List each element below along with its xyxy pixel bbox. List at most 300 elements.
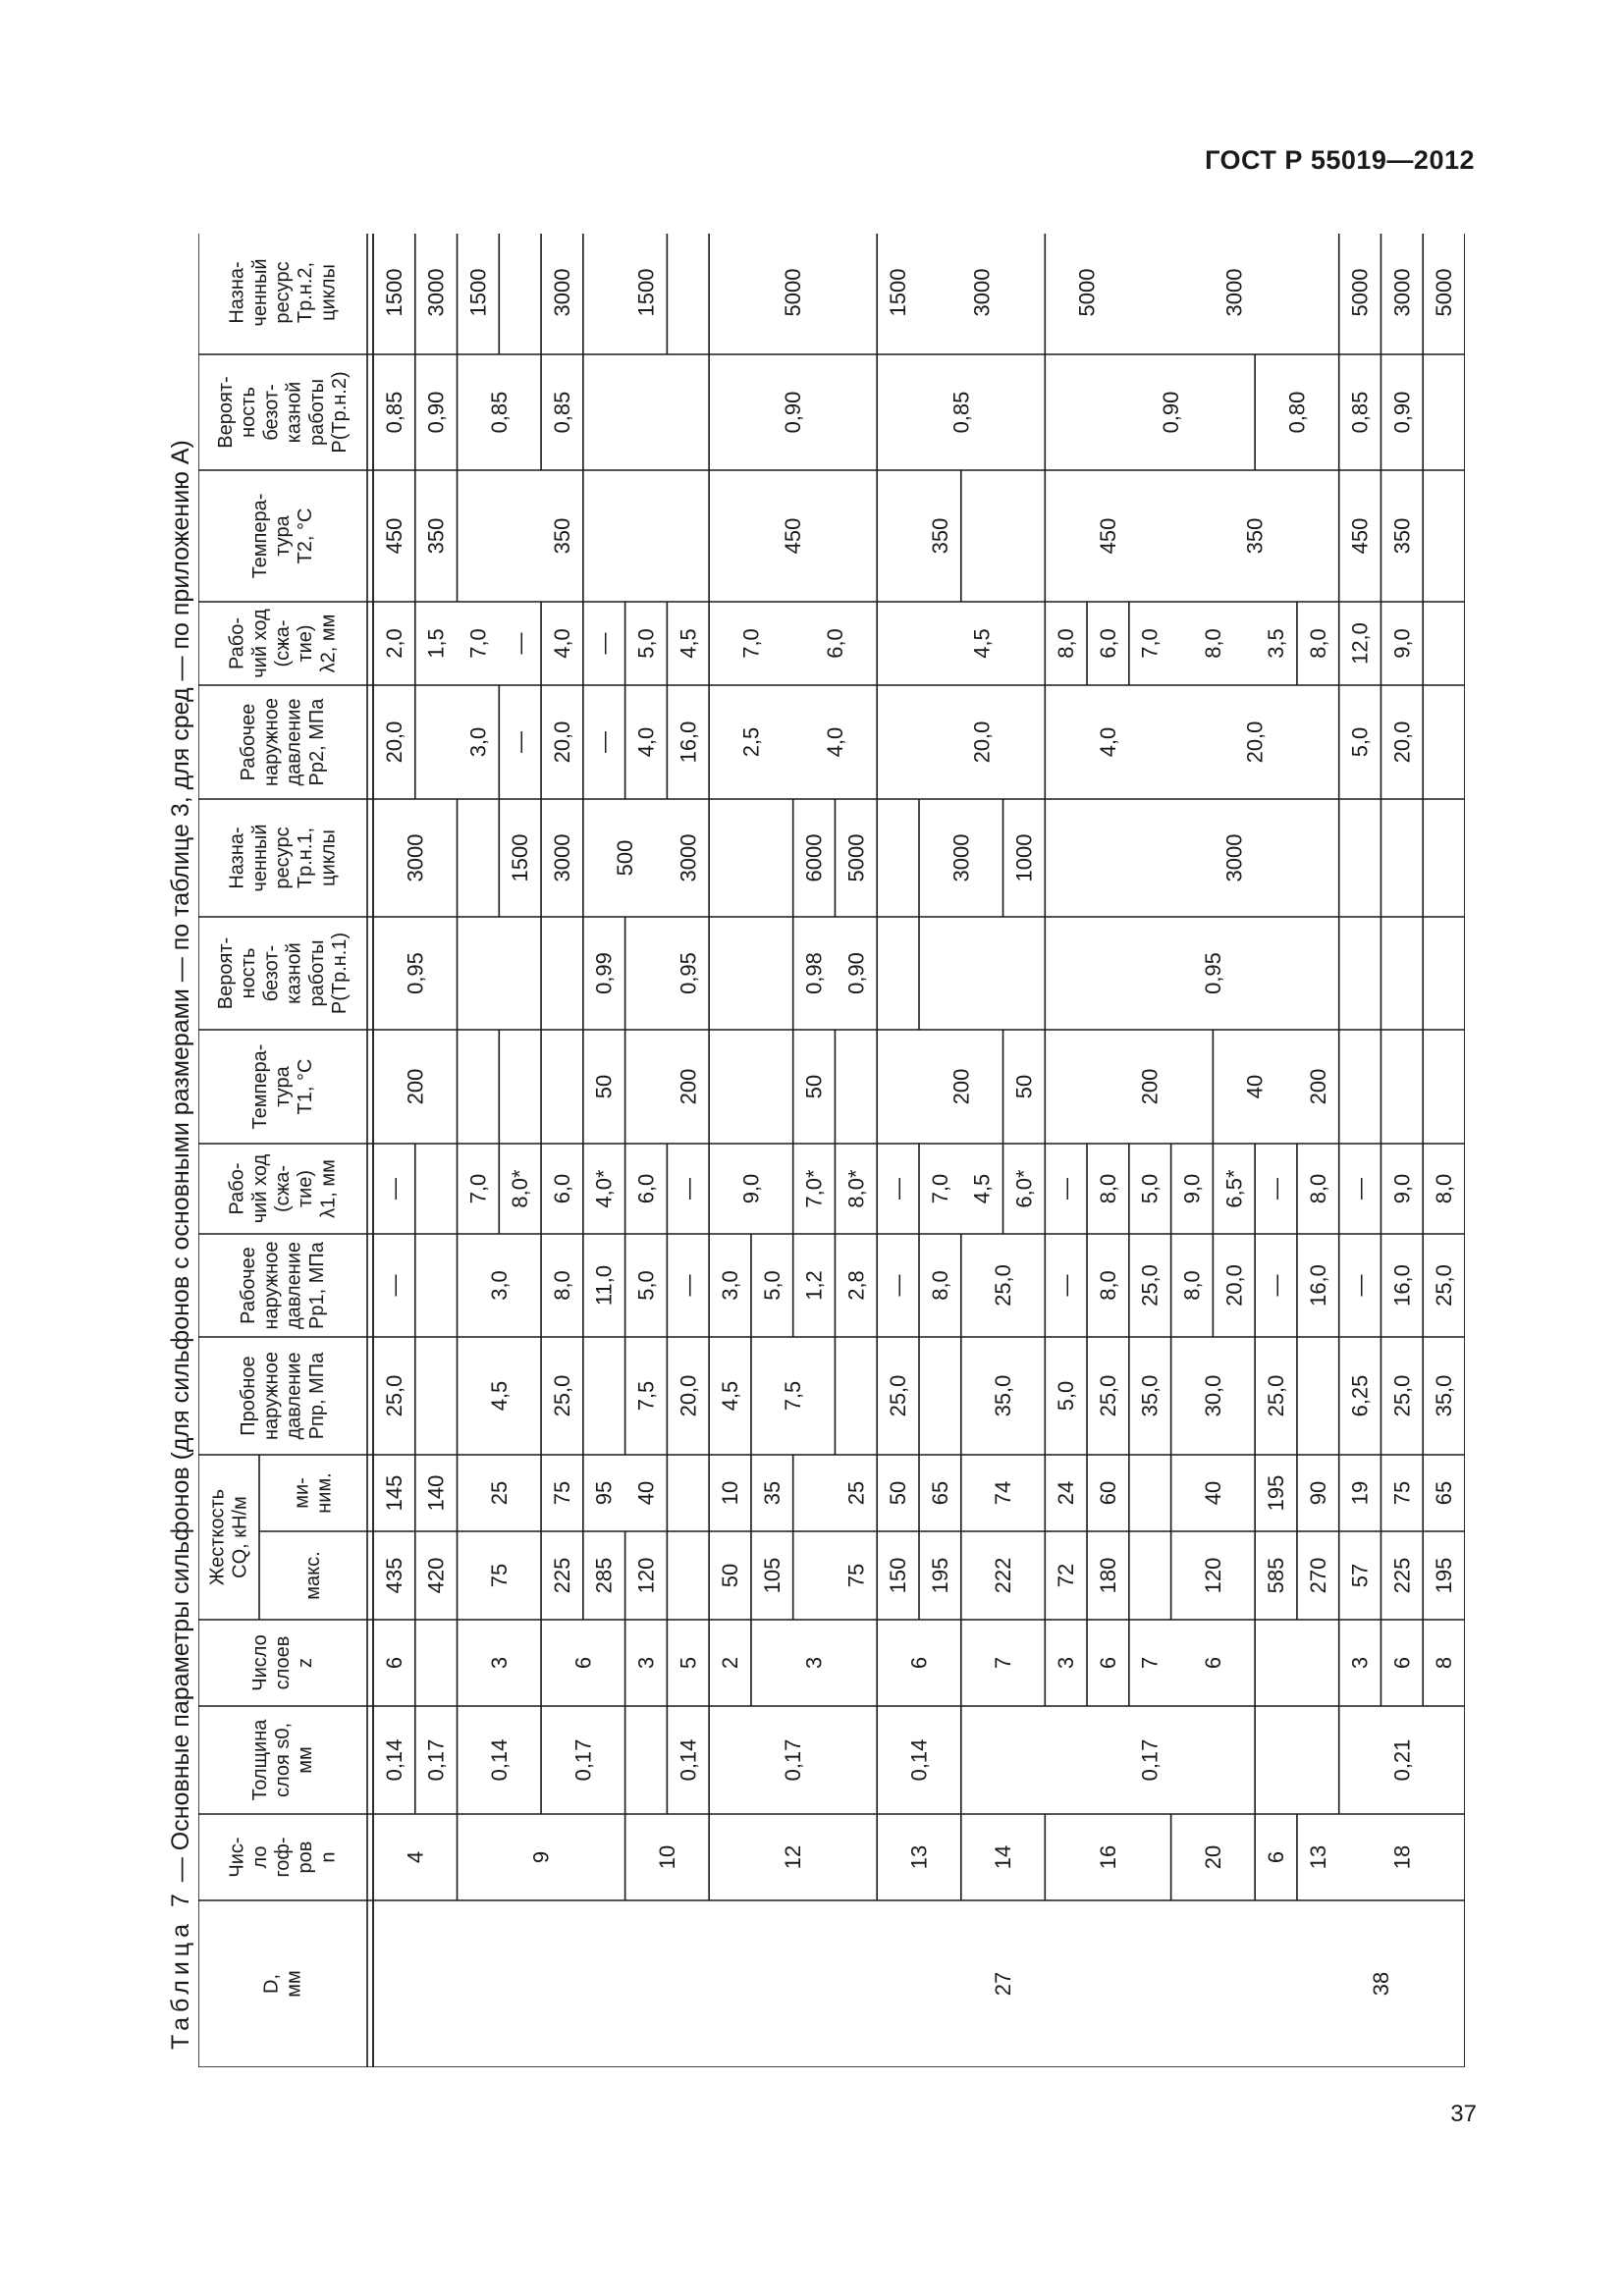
table-cell-l2: 8,0 — [1200, 628, 1225, 659]
table-cell-t2: 350 — [927, 517, 952, 555]
table-cell-p1: 0,90 — [843, 952, 869, 994]
table-cell-pp1: 1,2 — [801, 1270, 827, 1301]
table-cell-p2: 0,90 — [1389, 391, 1415, 434]
table-cell-l1: 8,0* — [843, 1169, 869, 1208]
table-cell-cq-max: 285 — [591, 1557, 617, 1594]
table-cell-z: 3 — [1054, 1656, 1079, 1670]
table-cell-cq-max: 195 — [1432, 1557, 1457, 1594]
header-p1: P(Tр.н.1) — [329, 932, 351, 1015]
table-cell-pp1: 3,0 — [718, 1270, 743, 1301]
table-cell-z: 8 — [1432, 1656, 1457, 1670]
header-n: ров — [295, 1841, 317, 1874]
header-t1: T1, °C — [295, 1058, 317, 1115]
table-cell-s: 0,17 — [423, 1738, 449, 1782]
table-cell-cq-min: 195 — [1264, 1474, 1289, 1512]
table-cell-p1: 0,95 — [1200, 952, 1225, 994]
table-cell-l2: — — [508, 632, 533, 655]
table-cell-t2: 350 — [549, 517, 574, 555]
table-cell-t2: 350 — [1389, 517, 1415, 555]
table-cell-tr2: 1500 — [886, 268, 911, 317]
table-cell-l1: 7,0* — [801, 1169, 827, 1208]
table-cell-p2: 0,85 — [486, 391, 512, 434]
header-t2: T2, °C — [295, 507, 317, 564]
header-s: мм — [295, 1746, 317, 1774]
table-cell-l1: 8,0 — [1095, 1173, 1120, 1204]
table-cell-tr1: 3000 — [403, 833, 428, 882]
table-cell-tr2: 1500 — [465, 268, 491, 317]
table-cell-l1: 8,0 — [1305, 1173, 1330, 1204]
table-cell-l2: — — [591, 632, 617, 655]
header-n: Чис- — [226, 1837, 248, 1878]
header-p2: P(Tр.н.2) — [329, 371, 351, 454]
table-cell-ppr: 25,0 — [1095, 1374, 1120, 1417]
table-cell-l1: 9,0 — [1179, 1173, 1205, 1204]
table-cell-cq-max: 75 — [486, 1563, 512, 1588]
table-cell-pp2: 4,0 — [822, 726, 847, 758]
table-cell-l1: 6,0 — [549, 1173, 574, 1204]
table-frame — [198, 234, 1465, 2067]
table-cell-pp2: 4,0 — [1095, 726, 1120, 758]
table-cell-p2: 0,90 — [781, 391, 806, 434]
table-cell-ppr: 35,0 — [991, 1374, 1016, 1417]
table-cell-l1: 7,0 — [927, 1173, 952, 1204]
table-cell-p1: 0,95 — [403, 952, 428, 994]
page-number: 37 — [1450, 2101, 1477, 2127]
header-pp1: Рабочее — [238, 1247, 260, 1324]
table-cell-tr1: 6000 — [801, 833, 827, 882]
table-cell-pp2: 20,0 — [1389, 721, 1415, 764]
header-pp2: наружное — [260, 698, 283, 786]
table-cell-z: 3 — [801, 1656, 827, 1670]
table-cell-z: 6 — [1095, 1656, 1120, 1670]
table-cell-tr2: 5000 — [1074, 268, 1100, 317]
table-cell-p1: 0,95 — [676, 952, 701, 994]
table-cell-D: 38 — [1368, 1971, 1393, 1997]
table-cell-s: 0,14 — [486, 1738, 512, 1782]
table-cell-cq-max: 180 — [1095, 1557, 1120, 1594]
table-cell-tr2: 3000 — [423, 268, 449, 317]
rotated-table-container — [198, 234, 1465, 2067]
table-cell-l2: 7,0 — [1137, 628, 1163, 659]
table-cell-ppr: 35,0 — [1137, 1374, 1163, 1417]
table-cell-l2: 8,0 — [1305, 628, 1330, 659]
table-grid — [198, 234, 1465, 2067]
header-tr2: циклы — [317, 264, 340, 321]
table-cell-t1: 200 — [403, 1068, 428, 1105]
table-cell-cq-min: 25 — [486, 1480, 512, 1506]
table-cell-n: 16 — [1095, 1844, 1120, 1870]
header-cq-min: ми- — [291, 1477, 313, 1509]
header-l1: тие) — [295, 1169, 317, 1208]
table-cell-l2: 6,0 — [1095, 628, 1120, 659]
table-cell-z: 2 — [718, 1656, 743, 1670]
header-tr2: Tр.н.2, — [295, 261, 317, 324]
header-l1: Рабо- — [226, 1162, 248, 1215]
table-cell-ppr: 25,0 — [549, 1374, 574, 1417]
table-cell-s: 0,14 — [906, 1738, 932, 1782]
table-cell-l1: 4,5 — [969, 1173, 995, 1204]
table-cell-n: 20 — [1200, 1844, 1225, 1870]
table-cell-pp1: 20,0 — [1221, 1264, 1247, 1307]
table-cell-l2: 4,5 — [676, 628, 701, 659]
table-caption-text: — Основные параметры сильфонов (для сильфонов с основными размерами — по таблице 3, для сред — по приложению А) — [167, 440, 194, 1890]
header-pp2: Pр2, МПа — [305, 698, 328, 786]
table-cell-pp1: — — [1054, 1274, 1079, 1297]
table-cell-pp2: 5,0 — [1347, 726, 1373, 758]
table-cell-z: 3 — [1347, 1656, 1373, 1670]
table-cell-z: 6 — [381, 1656, 406, 1670]
table-cell-cq-max: 72 — [1054, 1563, 1079, 1588]
table-cell-l1: — — [381, 1178, 406, 1200]
table-cell-t2: 350 — [1242, 517, 1268, 555]
table-cell-ppr: 7,5 — [633, 1380, 659, 1412]
table-cell-tr2: 1500 — [633, 268, 659, 317]
table-cell-l2: 6,0 — [822, 628, 847, 659]
table-cell-s: 0,17 — [781, 1738, 806, 1782]
table-cell-t1: 50 — [1011, 1074, 1037, 1099]
table-cell-pp2: 20,0 — [969, 721, 995, 764]
header-z: Число — [248, 1634, 271, 1691]
header-z: z — [295, 1658, 317, 1668]
table-cell-z: 6 — [1200, 1656, 1225, 1670]
header-ppr: наружное — [260, 1352, 283, 1440]
header-l1: λ1, мм — [317, 1159, 340, 1218]
header-l2: Рабо- — [226, 616, 248, 670]
header-tr2: ресурс — [272, 261, 294, 324]
table-cell-n: 6 — [1264, 1850, 1289, 1864]
table-cell-pp1: 25,0 — [991, 1264, 1016, 1307]
table-cell-cq-min: 25 — [843, 1480, 869, 1506]
table-cell-l1: — — [1347, 1178, 1373, 1200]
table-cell-t2: 450 — [781, 517, 806, 555]
table-cell-tr2: 5000 — [781, 268, 806, 317]
table-cell-pp1: 5,0 — [759, 1270, 785, 1301]
table-cell-ppr: 20,0 — [676, 1374, 701, 1417]
table-cell-ppr: 6,25 — [1347, 1374, 1373, 1417]
table-cell-l2: 1,5 — [423, 628, 449, 659]
table-cell-tr2: 3000 — [549, 268, 574, 317]
table-cell-pp1: 5,0 — [633, 1270, 659, 1301]
table-cell-cq-min: 145 — [381, 1474, 406, 1512]
table-cell-cq-max: 195 — [927, 1557, 952, 1594]
header-tr1: циклы — [317, 829, 340, 886]
header-p1: безот- — [260, 944, 283, 1002]
header-l2: (сжа- — [272, 619, 294, 667]
table-cell-pp1: — — [1264, 1274, 1289, 1297]
table-cell-n: 13 — [906, 1844, 932, 1870]
header-cq: Жесткость — [206, 1488, 229, 1586]
table-cell-z: 5 — [676, 1656, 701, 1670]
table-cell-cq-min: 65 — [927, 1480, 952, 1506]
table-cell-t1: 200 — [1305, 1068, 1330, 1105]
header-l2: λ2, мм — [317, 614, 340, 673]
table-cell-tr1: 3000 — [948, 833, 974, 882]
table-cell-l1: 9,0 — [738, 1173, 764, 1204]
table-cell-pp1: 16,0 — [1305, 1264, 1330, 1307]
header-pp1: давление — [283, 1241, 305, 1330]
table-cell-pp1: — — [886, 1274, 911, 1297]
table-cell-tr2: 3000 — [969, 268, 995, 317]
table-cell-t1: 200 — [676, 1068, 701, 1105]
table-cell-pp1: 16,0 — [1389, 1264, 1415, 1307]
table-cell-cq-min: 50 — [886, 1480, 911, 1506]
header-l1: (сжа- — [272, 1164, 294, 1213]
table-cell-s: 0,14 — [381, 1738, 406, 1782]
table-cell-n: 9 — [528, 1850, 554, 1864]
table-cell-cq-min: 10 — [718, 1480, 743, 1506]
header-cq-min: ним. — [313, 1472, 336, 1514]
header-t1: тура — [272, 1066, 294, 1107]
table-cell-tr2: 5000 — [1432, 268, 1457, 317]
table-cell-cq-min: 35 — [759, 1480, 785, 1506]
table-cell-cq-max: 120 — [1200, 1557, 1225, 1594]
header-p2: ность — [238, 387, 260, 438]
header-ppr: Пробное — [238, 1356, 260, 1436]
table-cell-cq-min: 40 — [1200, 1480, 1225, 1506]
header-n: n — [317, 1851, 340, 1863]
table-cell-t1: 50 — [591, 1074, 617, 1099]
table-cell-cq-min: 60 — [1095, 1480, 1120, 1506]
document-code: ГОСТ Р 55019—2012 — [1205, 145, 1475, 175]
header-l2: тие) — [295, 624, 317, 663]
table-cell-l1: — — [1054, 1178, 1079, 1200]
table-cell-p2: 0,90 — [1159, 391, 1184, 434]
table-cell-s: 0,17 — [570, 1738, 596, 1782]
table-cell-ppr: 5,0 — [1054, 1380, 1079, 1412]
table-cell-tr2: 3000 — [1389, 268, 1415, 317]
table-cell-cq-min: 65 — [1432, 1480, 1457, 1506]
table-cell-l1: 6,0* — [1011, 1169, 1037, 1208]
table-cell-tr1: 5000 — [843, 833, 869, 882]
table-cell-l2: 3,5 — [1264, 628, 1289, 659]
table-cell-pp1: 2,8 — [843, 1270, 869, 1301]
table-cell-z: 3 — [633, 1656, 659, 1670]
table-cell-l2: 5,0 — [633, 628, 659, 659]
header-cq-max: макс. — [302, 1551, 324, 1600]
table-cell-tr1: 1500 — [508, 833, 533, 882]
table-cell-ppr: 4,5 — [486, 1380, 512, 1412]
table-cell-pp1: — — [381, 1274, 406, 1297]
table-cell-p1: 0,99 — [591, 952, 617, 994]
table-cell-cq-max: 225 — [549, 1557, 574, 1594]
table-cell-t1: 40 — [1242, 1074, 1268, 1099]
header-p1: работы — [305, 939, 328, 1007]
header-p2: безот- — [260, 384, 283, 441]
table-cell-cq-max: 50 — [718, 1563, 743, 1588]
table-cell-p2: 0,90 — [423, 391, 449, 434]
header-p1: казной — [283, 942, 305, 1004]
table-cell-tr2: 3000 — [1221, 268, 1247, 317]
table-cell-t2: 450 — [1347, 517, 1373, 555]
header-n: гоф- — [272, 1837, 294, 1878]
table-header — [206, 258, 351, 1997]
header-pp1: Pр1, МПа — [305, 1242, 328, 1329]
table-cell-n: 13 — [1305, 1844, 1330, 1870]
header-tr2: Назна- — [226, 261, 248, 324]
table-cell-pp2: — — [591, 731, 617, 753]
table-cell-pp1: 25,0 — [1137, 1264, 1163, 1307]
header-l2: чий ход — [248, 609, 271, 678]
table-cell-t1: 200 — [948, 1068, 974, 1105]
table-cell-l1: — — [886, 1178, 911, 1200]
table-cell-cq-max: 435 — [381, 1557, 406, 1594]
header-p2: Вероят- — [215, 376, 237, 449]
header-l1: чий ход — [248, 1153, 271, 1224]
table-cell-cq-min: 74 — [991, 1480, 1016, 1506]
table-cell-n: 12 — [781, 1844, 806, 1870]
header-t2: тура — [272, 515, 294, 557]
table-cell-ppr: 25,0 — [886, 1374, 911, 1417]
table-cell-cq-max: 270 — [1305, 1557, 1330, 1594]
table-cell-p2: 0,85 — [1347, 391, 1373, 434]
table-cell-l2: 8,0 — [1054, 628, 1079, 659]
table-cell-tr1: 3000 — [676, 833, 701, 882]
header-p2: работы — [305, 379, 328, 446]
table-cell-cq-min: 140 — [423, 1474, 449, 1512]
table-cell-z: 6 — [1389, 1656, 1415, 1670]
table-cell-cq-max: 105 — [759, 1557, 785, 1594]
table-cell-p1: 0,98 — [801, 952, 827, 994]
table-cell-z: 6 — [906, 1656, 932, 1670]
table-cell-cq-max: 420 — [423, 1557, 449, 1594]
table-cell-cq-min: 95 — [591, 1480, 617, 1506]
table-cell-cq-max: 222 — [991, 1557, 1016, 1594]
table-cell-cq-max: 57 — [1347, 1563, 1373, 1588]
table-cell-t1: 50 — [801, 1074, 827, 1099]
table-cell-l1: — — [676, 1178, 701, 1200]
table-cell-cq-min: 90 — [1305, 1480, 1330, 1506]
table-cell-s: 0,17 — [1137, 1738, 1163, 1782]
table-cell-l1: — — [1264, 1178, 1289, 1200]
table-cell-l1: 7,0 — [465, 1173, 491, 1204]
table-cell-cq-min: 40 — [633, 1480, 659, 1506]
header-D: мм — [283, 1970, 305, 1998]
table-cell-ppr: 25,0 — [381, 1374, 406, 1417]
table-cell-z: 7 — [1137, 1656, 1163, 1670]
header-tr1: ченный — [248, 824, 271, 892]
header-cq: CQ, кН/м — [229, 1496, 251, 1578]
table-cell-D: 27 — [991, 1971, 1016, 1997]
table-cell-p2: 0,85 — [381, 391, 406, 434]
table-cell-pp2: — — [508, 731, 533, 753]
header-tr1: Tр.н.1, — [295, 827, 317, 889]
table-cell-tr2: 1500 — [381, 268, 406, 317]
table-body — [382, 269, 1456, 1997]
header-D: D, — [260, 1974, 283, 1994]
table-cell-pp2: 20,0 — [381, 721, 406, 764]
table-cell-l1: 8,0 — [1432, 1173, 1457, 1204]
table-cell-cq-max: 120 — [633, 1557, 659, 1594]
table-cell-l2: 9,0 — [1389, 628, 1415, 659]
table-cell-z: 6 — [570, 1656, 596, 1670]
table-cell-n: 14 — [991, 1844, 1016, 1870]
table-cell-pp2: 16,0 — [676, 721, 701, 764]
table-cell-pp2: 20,0 — [1242, 721, 1268, 764]
table-cell-l1: 8,0* — [508, 1169, 533, 1208]
table-cell-tr1: 500 — [613, 839, 638, 877]
table-cell-cq-max: 75 — [843, 1563, 869, 1588]
table-cell-cq-min: 75 — [1389, 1480, 1415, 1506]
table-cell-l1: 9,0 — [1389, 1173, 1415, 1204]
table-cell-l1: 6,0 — [633, 1173, 659, 1204]
table-cell-cq-max: 225 — [1389, 1557, 1415, 1594]
header-pp2: Рабочее — [238, 703, 260, 781]
table-cell-pp2: 4,0 — [633, 726, 659, 758]
table-cell-cq-min: 24 — [1054, 1480, 1079, 1506]
table-cell-tr1: 3000 — [1221, 833, 1247, 882]
table-caption — [161, 440, 200, 2050]
table-cell-pp2: 3,0 — [465, 726, 491, 758]
table-cell-pp1: 8,0 — [1179, 1270, 1205, 1301]
header-s: Толщина — [248, 1719, 271, 1801]
table-cell-ppr: 30,0 — [1200, 1374, 1225, 1417]
table-cell-pp1: — — [676, 1274, 701, 1297]
header-ppr: Pпр, МПа — [305, 1352, 328, 1440]
header-pp1: наружное — [260, 1241, 283, 1330]
table-cell-l2: 7,0 — [738, 628, 764, 659]
table-cell-t2: 450 — [381, 517, 406, 555]
header-tr1: Назна- — [226, 827, 248, 889]
table-cell-l2: 4,5 — [969, 628, 995, 659]
header-n: ло — [248, 1845, 271, 1869]
header-z: слоев — [272, 1635, 294, 1690]
table-caption-label: Таблица 7 — [167, 1889, 194, 2050]
table-cell-pp1: 11,0 — [591, 1264, 617, 1307]
table-cell-tr1: 3000 — [549, 833, 574, 882]
table-cell-pp1: 25,0 — [1432, 1264, 1457, 1307]
table-cell-z: 7 — [991, 1656, 1016, 1670]
table-cell-z: 3 — [486, 1656, 512, 1670]
header-p1: ность — [238, 947, 260, 999]
table-cell-cq-min: 75 — [549, 1480, 574, 1506]
header-tr2: ченный — [248, 258, 271, 327]
table-cell-n: 4 — [403, 1850, 428, 1864]
table-cell-n: 18 — [1389, 1844, 1415, 1870]
header-p1: Вероят- — [215, 936, 237, 1010]
table-cell-tr1: 1000 — [1011, 833, 1037, 882]
table-cell-pp1: — — [1347, 1274, 1373, 1297]
header-s: слоя s0, — [272, 1722, 294, 1798]
parameters-table — [198, 234, 1465, 2067]
table-cell-ppr: 4,5 — [718, 1380, 743, 1412]
header-t2: Темпера- — [248, 493, 271, 579]
header-tr1: ресурс — [272, 827, 294, 889]
header-ppr: давление — [283, 1352, 305, 1440]
table-cell-l1: 5,0 — [1137, 1173, 1163, 1204]
table-cell-l2: 4,0 — [549, 628, 574, 659]
table-cell-ppr: 25,0 — [1389, 1374, 1415, 1417]
table-cell-s: 0,14 — [676, 1738, 701, 1782]
table-cell-pp1: 8,0 — [549, 1270, 574, 1301]
table-cell-t2: 450 — [1095, 517, 1120, 555]
header-pp2: давление — [283, 698, 305, 786]
table-cell-l2: 7,0 — [465, 628, 491, 659]
table-cell-p2: 0,80 — [1284, 391, 1310, 434]
table-cell-pp1: 8,0 — [927, 1270, 952, 1301]
table-cell-n: 10 — [654, 1844, 679, 1870]
table-cell-s: 0,21 — [1389, 1738, 1415, 1782]
table-cell-t1: 200 — [1137, 1068, 1163, 1105]
table-cell-p2: 0,85 — [549, 391, 574, 434]
header-t1: Темпера- — [248, 1043, 271, 1130]
table-cell-ppr: 25,0 — [1264, 1374, 1289, 1417]
table-cell-cq-max: 150 — [886, 1557, 911, 1594]
table-cell-l1: 6,5* — [1221, 1169, 1247, 1208]
table-cell-ppr: 35,0 — [1432, 1374, 1457, 1417]
table-cell-cq-max: 585 — [1264, 1557, 1289, 1594]
table-cell-pp1: 8,0 — [1095, 1270, 1120, 1301]
table-cell-t2: 350 — [423, 517, 449, 555]
